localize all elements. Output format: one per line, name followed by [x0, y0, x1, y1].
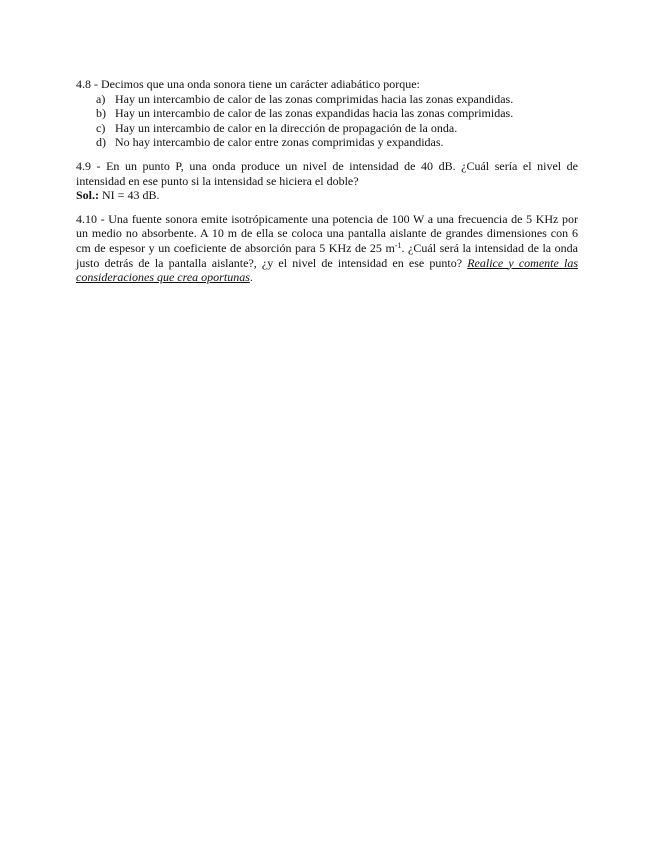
- option-letter: c): [96, 120, 106, 135]
- solution-value: NI = 43 dB.: [99, 188, 160, 203]
- question-4-8: [76, 77, 578, 150]
- option-letter: d): [96, 135, 106, 150]
- underlined-note: Realice y comente las consideraciones que crea oportunas: [76, 255, 578, 285]
- question-4-10: [76, 212, 578, 285]
- solution-label: Sol.:: [76, 188, 100, 203]
- document-content: [76, 77, 578, 294]
- question-4-10-end: .: [249, 270, 253, 285]
- option-a: [76, 92, 578, 107]
- option-d: [76, 135, 578, 150]
- question-4-8-options: [76, 92, 578, 150]
- question-4-10-text-part2: . ¿Cuál será la intensidad de la onda justo detrás de la pantalla aislante?, ¿y el nivel de intensidad en ese punto?: [76, 240, 578, 270]
- solution-line: [76, 188, 578, 203]
- option-text: Hay un intercambio de calor en la dirección de propagación de la onda.: [115, 120, 458, 135]
- option-text: Hay un intercambio de calor de las zonas comprimidas hacia las zonas expandidas.: [115, 91, 514, 106]
- option-text: Hay un intercambio de calor de las zonas expandidas hacia las zonas comprimidas.: [115, 106, 514, 121]
- option-text: No hay intercambio de calor entre zonas comprimidas y expandidas.: [115, 135, 444, 150]
- question-4-8-text: 4.8 - Decimos que una onda sonora tiene un carácter adiabático porque:: [76, 77, 420, 91]
- question-4-9-text: 4.9 - En un punto P, una onda produce un nivel de intensidad de 40 dB. ¿Cuál sería el nivel de intensidad en ese punto si la intensidad se hiciera el doble?: [76, 158, 578, 188]
- option-letter: a): [96, 91, 106, 106]
- unit-superscript: -1: [394, 240, 402, 250]
- question-4-10-text: [76, 212, 578, 285]
- option-c: [76, 121, 578, 136]
- question-4-9: [76, 159, 578, 203]
- question-4-10-text-part1: 4.10 - Una fuente sonora emite isotrópicamente una potencia de 100 W a una frecuencia de 5 KHz por un medio no absorbente. A 10 m de ella se coloca una pantalla aislante de grandes dimensiones con 6 cm de espesor y un coeficiente de absorción para 5 KHz de 25 m: [76, 211, 578, 255]
- option-letter: b): [96, 106, 106, 121]
- option-b: [76, 106, 578, 121]
